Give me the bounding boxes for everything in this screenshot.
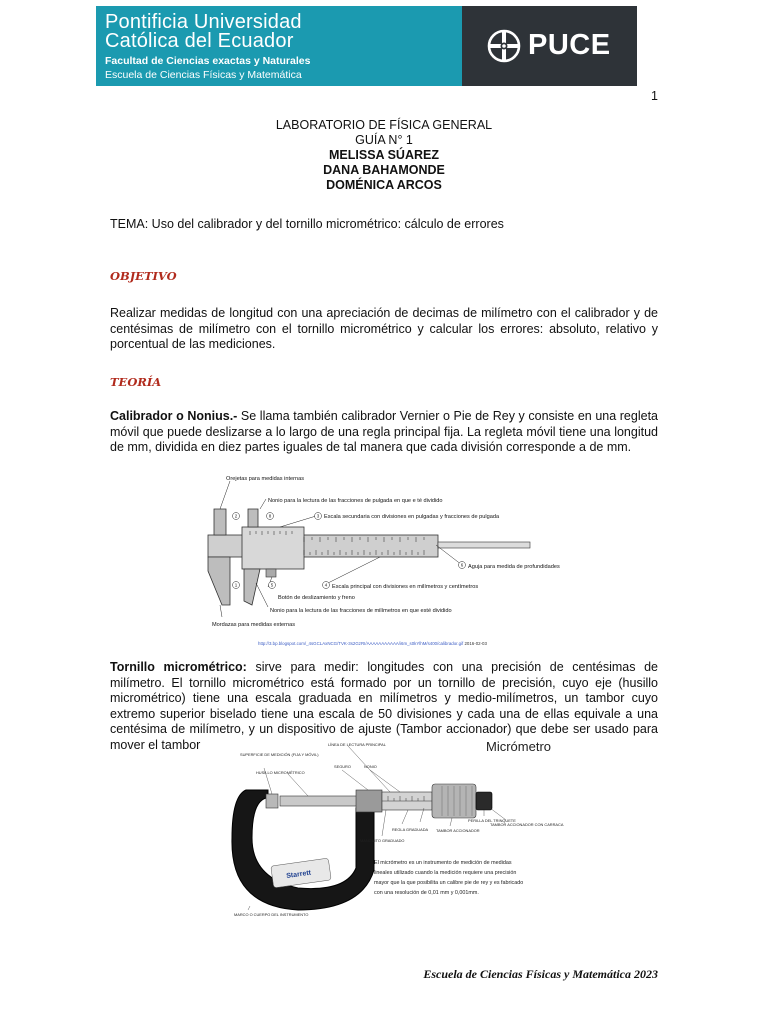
label-escala-principal: Escala principal con divisiones en milímetros y centímetros [332, 584, 479, 590]
label-tambor-carraca: TAMBOR ACCIONADOR CON CARRACA [490, 822, 564, 827]
objetivo-text: Realizar medidas de longitud con una apreciación de decimas de milímetro con el calibrador y de centésimas de milímetro con el tornillo micrométrico y calcular los errores: absoluto, relativo y porcentual de las mediciones. [110, 306, 658, 351]
author-3: DOMÉNICA ARCOS [326, 178, 442, 192]
author-1: MELISSA SÚAREZ [329, 148, 439, 162]
page-number: 1 [651, 89, 658, 103]
calibrador-term: Calibrador o Nonius.- [110, 409, 238, 423]
callout-number-5: 4 [324, 582, 328, 588]
micrometer-description-line1: El micrómetro es un instrumento de medición de medidas [374, 860, 512, 866]
callout-number-3: 3 [316, 513, 320, 519]
label-tambor: TAMBOR ACCIONADOR [436, 828, 480, 833]
label-nonio-mm: Nonio para la lectura de las fracciones de milímetros en que esté dividido [270, 608, 452, 614]
caliper-drawing [208, 509, 530, 605]
university-name-line1: Pontificia Universidad [105, 11, 302, 33]
micrometer-description-line2: lineales utilizado cuando la medición requiere una precisión [374, 870, 517, 876]
label-nonio: NONIO [364, 764, 377, 769]
callout-number-1: 2 [234, 513, 238, 519]
label-boton: Botón de deslizamiento y freno [278, 595, 355, 601]
label-husillo: HUSILLO MICROMÉTRICO [256, 770, 305, 775]
page-footer: Escuela de Ciencias Físicas y Matemática 2023 [423, 967, 658, 981]
label-manguito: MANGUITO GRADUADO [360, 838, 405, 843]
micrometer-title: Micrómetro [486, 739, 552, 754]
calibrador-paragraph [110, 409, 658, 456]
label-escala-secundaria: Escala secundaria con divisiones en pulgadas y fracciones de pulgada [324, 514, 500, 520]
label-aguja: Aguja para medida de profundidades [468, 564, 560, 570]
label-marco: MARCO O CUERPO DEL INSTRUMENTO [234, 912, 309, 917]
faculty-name: Facultad de Ciencias exactas y Naturales [105, 55, 311, 67]
figure1-source-link[interactable]: http://3.bp.blogspot.com/_4sGCLAxNCG/TVK-3s2GzRI/AAAAAAAAAAA/i6m_s0kYlhM/s400/calibrador.gif [258, 641, 464, 646]
puce-logo-panel [462, 6, 637, 86]
university-name-line2: Católica del Ecuador [105, 30, 294, 52]
puce-logo-text: PUCE [528, 29, 611, 61]
starrett-brand: Starrett [285, 869, 312, 881]
label-linea: LÍNEA DE LECTURA PRINCIPAL [328, 742, 386, 747]
callout-number-7: 5 [270, 582, 274, 588]
university-panel [96, 6, 462, 86]
tornillo-term: Tornillo micrométrico: [110, 660, 247, 674]
calibrador-text: Se llama también calibrador Vernier o Pie de Rey y consiste en una regleta móvil que puede deslizarse a lo largo de una regla principal fija. La regleta móvil tiene una longitud de mm, dividida en diez partes iguales de tal manera que cada división corresponde a de mm. [110, 409, 658, 454]
teoria-heading: TEORÍA [110, 375, 162, 389]
tornillo-text: sirve para medir: longitudes con una precisión de centésimas de milímetro. El tornillo micrométrico está formado por un tornillo de precisión, cuyo eje (husillo micrométrico) tiene una escala graduada en milímetros y medio-milímetros, un tambor cuyo extremo superior biselado tiene una escala de 50 divisiones y cada una de ellas equivale a una centésima de milímetro, y un dispositivo de ajuste (Tambor accionador) que debe ser usado para mover el tambor [110, 660, 658, 752]
school-name: Escuela de Ciencias Físicas y Matemática [105, 69, 302, 81]
callout-number-4: 6 [460, 562, 464, 568]
label-seguro: SEGURO [334, 764, 351, 769]
puce-emblem-icon [486, 28, 522, 64]
micrometer-description-line4: con una resolución de 0,01 mm y 0,001mm. [374, 890, 479, 896]
tema: TEMA: Uso del calibrador y del tornillo micrométrico: cálculo de errores [110, 217, 504, 231]
callout-number-6: 1 [234, 582, 238, 588]
label-mordazas: Mordazas para medidas externas [212, 622, 296, 628]
label-perilla: PERILLA DEL TRINQUETE [468, 818, 516, 823]
label-regla: REGLA GRADUADA [392, 827, 429, 832]
figure1-caption [258, 641, 487, 646]
figure1-date: 2016-02-03 [464, 641, 487, 646]
objetivo-heading: OBJETIVO [110, 269, 177, 283]
label-superficie: SUPERFICIE DE MEDICIÓN (FIJA Y MÓVIL) [240, 752, 319, 757]
label-nonio-pulgada: Nonio para la lectura de las fracciones de pulgada en que e té dividido [268, 498, 443, 504]
callout-number-2: 8 [268, 513, 272, 519]
guide-number: GUÍA N° 1 [355, 133, 413, 147]
author-2: DANA BAHAMONDE [323, 163, 445, 177]
micrometer-figure [228, 738, 608, 938]
lab-title: LABORATORIO DE FÍSICA GENERAL [275, 118, 493, 132]
header-banner [96, 6, 637, 86]
label-orejetas: Orejetas para medidas internas [226, 476, 305, 482]
caliper-figure [200, 471, 570, 637]
micrometer-description-line3: mayor que la que posibilita un calibre pie de rey y es fabricado [374, 880, 524, 886]
